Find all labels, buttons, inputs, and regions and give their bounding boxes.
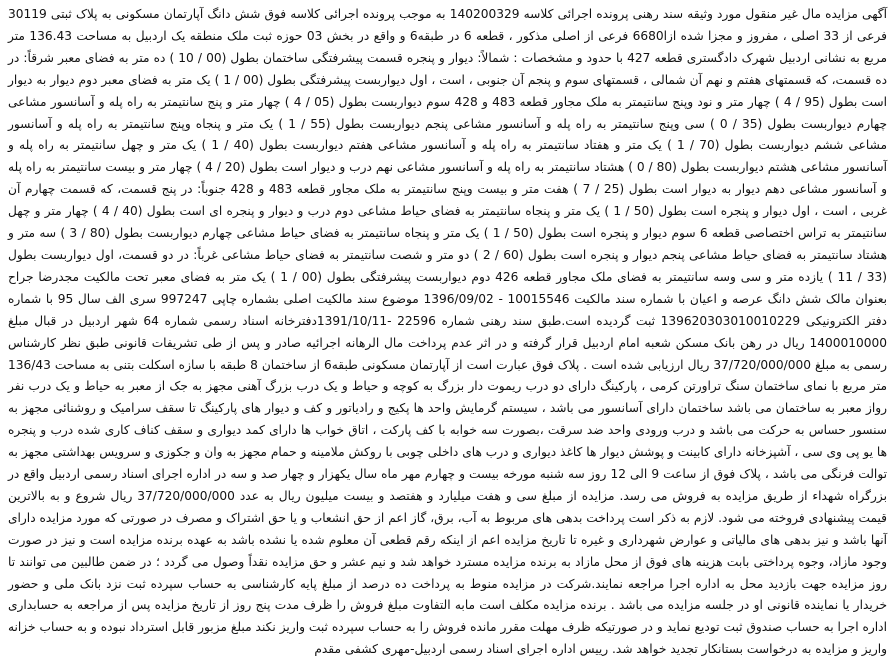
auction-notice-text: آگهی مزایده مال غیر منقول مورد وثیقه سند رهنی پرونده اجرائی کلاسه 140200329 به موجب پرونده اجرائی کلاسه فوق شش دانگ آپارتمان مسکونی به پلاک ثبتی 30119 فرعی از 33 اصلی ، مفروز و مجزا شده ازا6680 فرعی از اصلی مذکور ، قطعه 6 در طبقه6 و واقع در بخش 03 حوزه ثبت ملک منطقه یک اردبیل به مساحت 136.43 متر مربع به نشانی اردبیل شهرک دادگستری قطعه 427 با حدود و مشخصات : شمالاً: دیوار و پنجره قسمت پیشرفتگی ساختمان بطول (00 / 10 ) ده متر به فضای معبر شرقاً: در ده قسمت، که قسمتهای هفتم و نهم آن شمالی ، قسمتهای سوم و پنجم آن جنوبی ، است ، اول دیواربست پیشرفتگی بطول (00 / 1 ) یک متر به فضای معبر دوم دیوار به دیوار است بطول (95 / 4 ) چهار متر و نود وپنج سانتیمتر به ملک مجاور قطعه 483 و 428 سوم دیواربست بطول (05 / 4 ) چهار متر و پنج سانتیمتر به راه پله و آسانسور مشاعی چهارم دیواربست بطول (35 / 0 ) سی وپنج سانتیمتر به راه پله و آسانسور مشاعی پنجم دیواربست بطول (55 / 1 ) یک متر و پنجاه وپنج سانتیمتر به راه پله و آسانسور مشاعی ششم دیواربست بطول (70 / 1 ) یک متر و هفتاد سانتیمتر به راه پله و آسانسور مشاعی هفتم دیواربست بطول (40 / 1 ) یک متر و چهل سانتیمتر به راه پله و آسانسور مشاعی هشتم دیواربست بطول (80 / 0 ) هشتاد سانتیمتر به راه پله و آسانسور مشاعی نهم درب و دیوار است بطول (20 / 4 ) چهار متر و بیست سانتیمتر به راه پله و آسانسور مشاعی دهم دیوار به دیوار است بطول (25 / 7 ) هفت متر و بیست وپنج سانتیمتر به ملک مجاور قطعه 483 و 428 جنوباً: در پنج قسمت، که قسمت چهارم آن غربی ، است ، اول دیوار و پنجره است بطول (50 / 1 ) یک متر و پنجاه سانتیمتر به فضای حیاط مشاعی دوم درب و دیوار و پنجره ای است بطول (40 / 4 ) چهار متر و چهل سانتیمتر به تراس اختصاصی قطعه 6 سوم دیوار و پنجره است بطول (50 / 1 ) یک متر و پنجاه سانتیمتر به فضای حیاط مشاعی چهارم دیواربست بطول (80 / 3 ) سه متر و هشتاد سانتیمتر به فضای حیاط مشاعی پنجم دیوار و پنجره است بطول (60 / 2 ) دو متر و شصت سانتیمتر به فضای حیاط مشاعی غرباً: در دو قسمت، اول دیواربست بطول (33 / 11 ) یازده متر و سی وسه سانتیمتر به فضای ملک مجاور قطعه 426 دوم دیواربست پیشرفتگی بطول (00 / 1 ) یک متر به فضای معبر تحت مالکیت مجدرضا جراح بعنوان مالک شش دانگ عرصه و اعیان با شماره سند مالکیت 10015546 - 1396/09/02 موضوع سند مالکیت اصلی بشماره چاپی 997247 سری الف سال 95 با شماره دفتر الکترونیکی 139620303010010229 ثبت گردیده است.طبق سند رهنی شماره 22596 -1391/10/11دفترخانه اسناد رسمی شماره 64 شهر اردبیل در قبال مبلغ 1400010000 ریال در رهن بانک مسکن شعبه امام اردبیل قرار گرفته و در اثر عدم پرداخت مال الرهانه اجرائیه صادر و پس از طی تشریفات قانونی طبق نظر کارشناس رسمی به مبلغ 37/720/000/000 ریال ارزیابی شده است . پلاک فوق عبارت است از آپارتمان مسکونی طبقه6 از ساختمان 8 طبقه با سازه اسکلت بتنی به مساحت 136/43 متر مربع با نمای ساختمان سنگ تراورتن کرمی ، پارکینگ دارای دو درب ریموت دار بزرگ به کوچه و حیاط و یک درب بزرگ آهنی مجهز به جک از معبر به حیاط و یک درب نفر رواز معبر به ساختمان می باشد ساختمان دارای آسانسور می باشد ، سیستم گرمایش واحد ها پکیج و رادیاتور و کف و دیوار های پارکینگ تا سقف سرامیک و روشنائی مجهز به سنسور حساس به حرکت می باشد و درب ورودی واحد ضد سرقت ،بصورت سه خوابه با کف پارکت ، اتاق خواب ها دارای کمد دیواری و سقف کناف کاری شده درب و پنجره ها یو پی وی سی ، آشپزخانه دارای کابینت و پوشش دیوار ها کاغذ دیواری و درب های داخلی چوبی با روکش ملامینه و حمام مجهز به وان و جکوزی و سرویس بهداشتی مجهز به توالت فرنگی می باشد ، پلاک فوق از ساعت 9 الی 12 روز سه شنبه مورخه بیست و چهارم مهر ماه سال یکهزار و چهار صد و سه در اداره اجرای اسناد رسمی اردبیل واقع در بزرگراه شهداء از طریق مزایده به فروش می رسد. مزایده از مبلغ سی و هفت میلیارد و هفتصد و بیست میلیون ریال به عدد 37/720/000/000 ریال شروع و به بالاترین قیمت پیشنهادی فروخته می شود. لازم به ذکر است پرداخت بدهی های مربوط به آب، برق، گاز اعم از حق انشعاب و یا حق اشتراک و مصرف در صورتی که مورد مزایده دارای آنها باشد و نیز بدهی های مالیاتی و عوارض شهرداری و غیره تا تاریخ مزایده اعم از اینکه رقم قطعی آن معلوم شده یا نشده باشد به عهده برنده مزایده است و نیز در صورت وجود مازاد، وجوه پرداختی بابت هزینه های فوق از محل مازاد به برنده مزایده مسترد خواهد شد و نیم عشر و حق مزایده نقداً وصول می گردد ؛ در ضمن طالبین می توانند تا روز مزایده جهت بازدید محل به اداره اجرا مراجعه نمایند.شرکت در مزایده منوط به پرداخت ده درصد از مبلغ پایه کارشناسی به حساب سپرده ثبت نزد بانک ملی و حضور خریدار یا نماینده قانونی او در جلسه مزایده می باشد . برنده مزایده مکلف است مابه التفاوت مبلغ فروش را ظرف مدت پنج روز از تاریخ مزایده پس از مراجعه به حسابداری اداره اجرا به حساب صندوق ثبت تودیع نماید و در صورتیکه ظرف مهلت مقرر مانده فروش را به حساب سپرده ثبت واریز نکند مبلغ مزبور قابل استرداد نبوده و به حساب خزانه واریز و مزایده به درخواست بستانکار تجدید خواهد شد. رییس اداره اجرای اسناد رسمی اردبیل-مهری کشفی مقدم [8,7,888,657]
